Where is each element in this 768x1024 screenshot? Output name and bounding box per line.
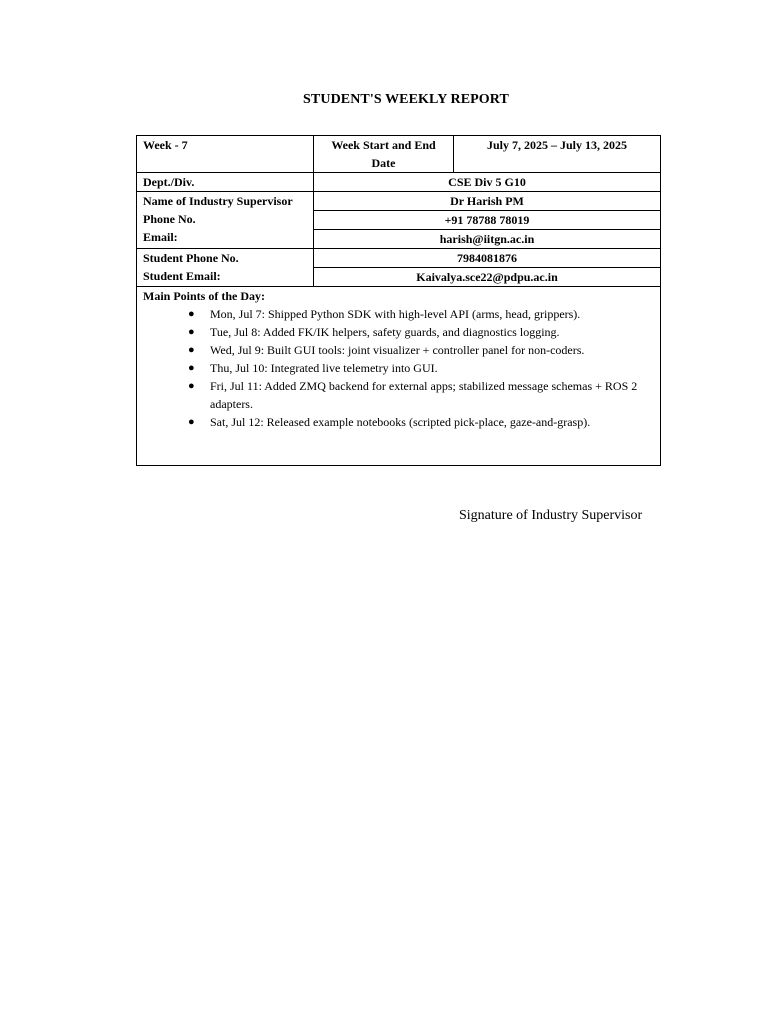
supervisor-name-value: Dr Harish PM xyxy=(314,192,661,211)
bullet-icon: ● xyxy=(188,362,195,374)
supervisor-phone-label: Phone No. xyxy=(143,212,196,226)
list-item xyxy=(188,341,654,359)
list-item xyxy=(188,377,654,413)
week-row xyxy=(137,136,661,173)
signature-label: Signature of Industry Supervisor xyxy=(459,508,643,523)
supervisor-name-row xyxy=(137,192,661,211)
bullet-icon: ● xyxy=(188,344,195,356)
dept-value: CSE Div 5 G10 xyxy=(314,173,661,192)
student-phone-row xyxy=(137,249,661,268)
report-table xyxy=(136,135,661,466)
list-item-text: Fri, Jul 11: Added ZMQ backend for external apps; stabilized message schemas + ROS 2 adapters. xyxy=(210,379,638,411)
start-end-label-cell: Week Start and End Date xyxy=(314,136,454,173)
list-item xyxy=(188,323,654,341)
student-labels-cell xyxy=(137,249,314,287)
list-item-text: Tue, Jul 8: Added FK/IK helpers, safety guards, and diagnostics logging. xyxy=(210,325,560,339)
supervisor-email-value: harish@iitgn.ac.in xyxy=(314,230,661,249)
student-phone-label: Student Phone No. xyxy=(143,251,239,265)
supervisor-labels-cell xyxy=(137,192,314,249)
list-item xyxy=(188,305,654,323)
main-points-cell xyxy=(137,287,661,466)
list-item xyxy=(188,359,654,377)
main-points-row xyxy=(137,287,661,466)
bullet-icon: ● xyxy=(188,326,195,338)
supervisor-name-label: Name of Industry Supervisor xyxy=(143,194,293,208)
student-email-value: Kaivalya.sce22@pdpu.ac.in xyxy=(314,268,661,287)
list-item-text: Sat, Jul 12: Released example notebooks (scripted pick-place, gaze-and-grasp). xyxy=(210,415,591,429)
student-phone-value: 7984081876 xyxy=(314,249,661,268)
bullet-icon: ● xyxy=(188,416,195,428)
bullet-icon: ● xyxy=(188,308,195,320)
list-item xyxy=(188,413,654,431)
supervisor-email-label: Email: xyxy=(143,230,178,244)
list-item-text: Wed, Jul 9: Built GUI tools: joint visualizer + controller panel for non-coders. xyxy=(210,343,585,357)
dates-cell: July 7, 2025 – July 13, 2025 xyxy=(454,136,661,173)
main-points-title: Main Points of the Day: xyxy=(143,289,265,303)
dept-label: Dept./Div. xyxy=(137,173,314,192)
supervisor-phone-value: +91 78788 78019 xyxy=(314,211,661,230)
page-title: STUDENT'S WEEKLY REPORT xyxy=(303,92,509,107)
dept-row xyxy=(137,173,661,192)
bullet-icon: ● xyxy=(188,380,195,392)
list-item-text: Thu, Jul 10: Integrated live telemetry into GUI. xyxy=(210,361,438,375)
student-email-label: Student Email: xyxy=(143,269,221,283)
list-item-text: Mon, Jul 7: Shipped Python SDK with high-level API (arms, head, grippers). xyxy=(210,307,581,321)
main-points-list xyxy=(143,305,654,431)
week-cell: Week - 7 xyxy=(137,136,314,173)
